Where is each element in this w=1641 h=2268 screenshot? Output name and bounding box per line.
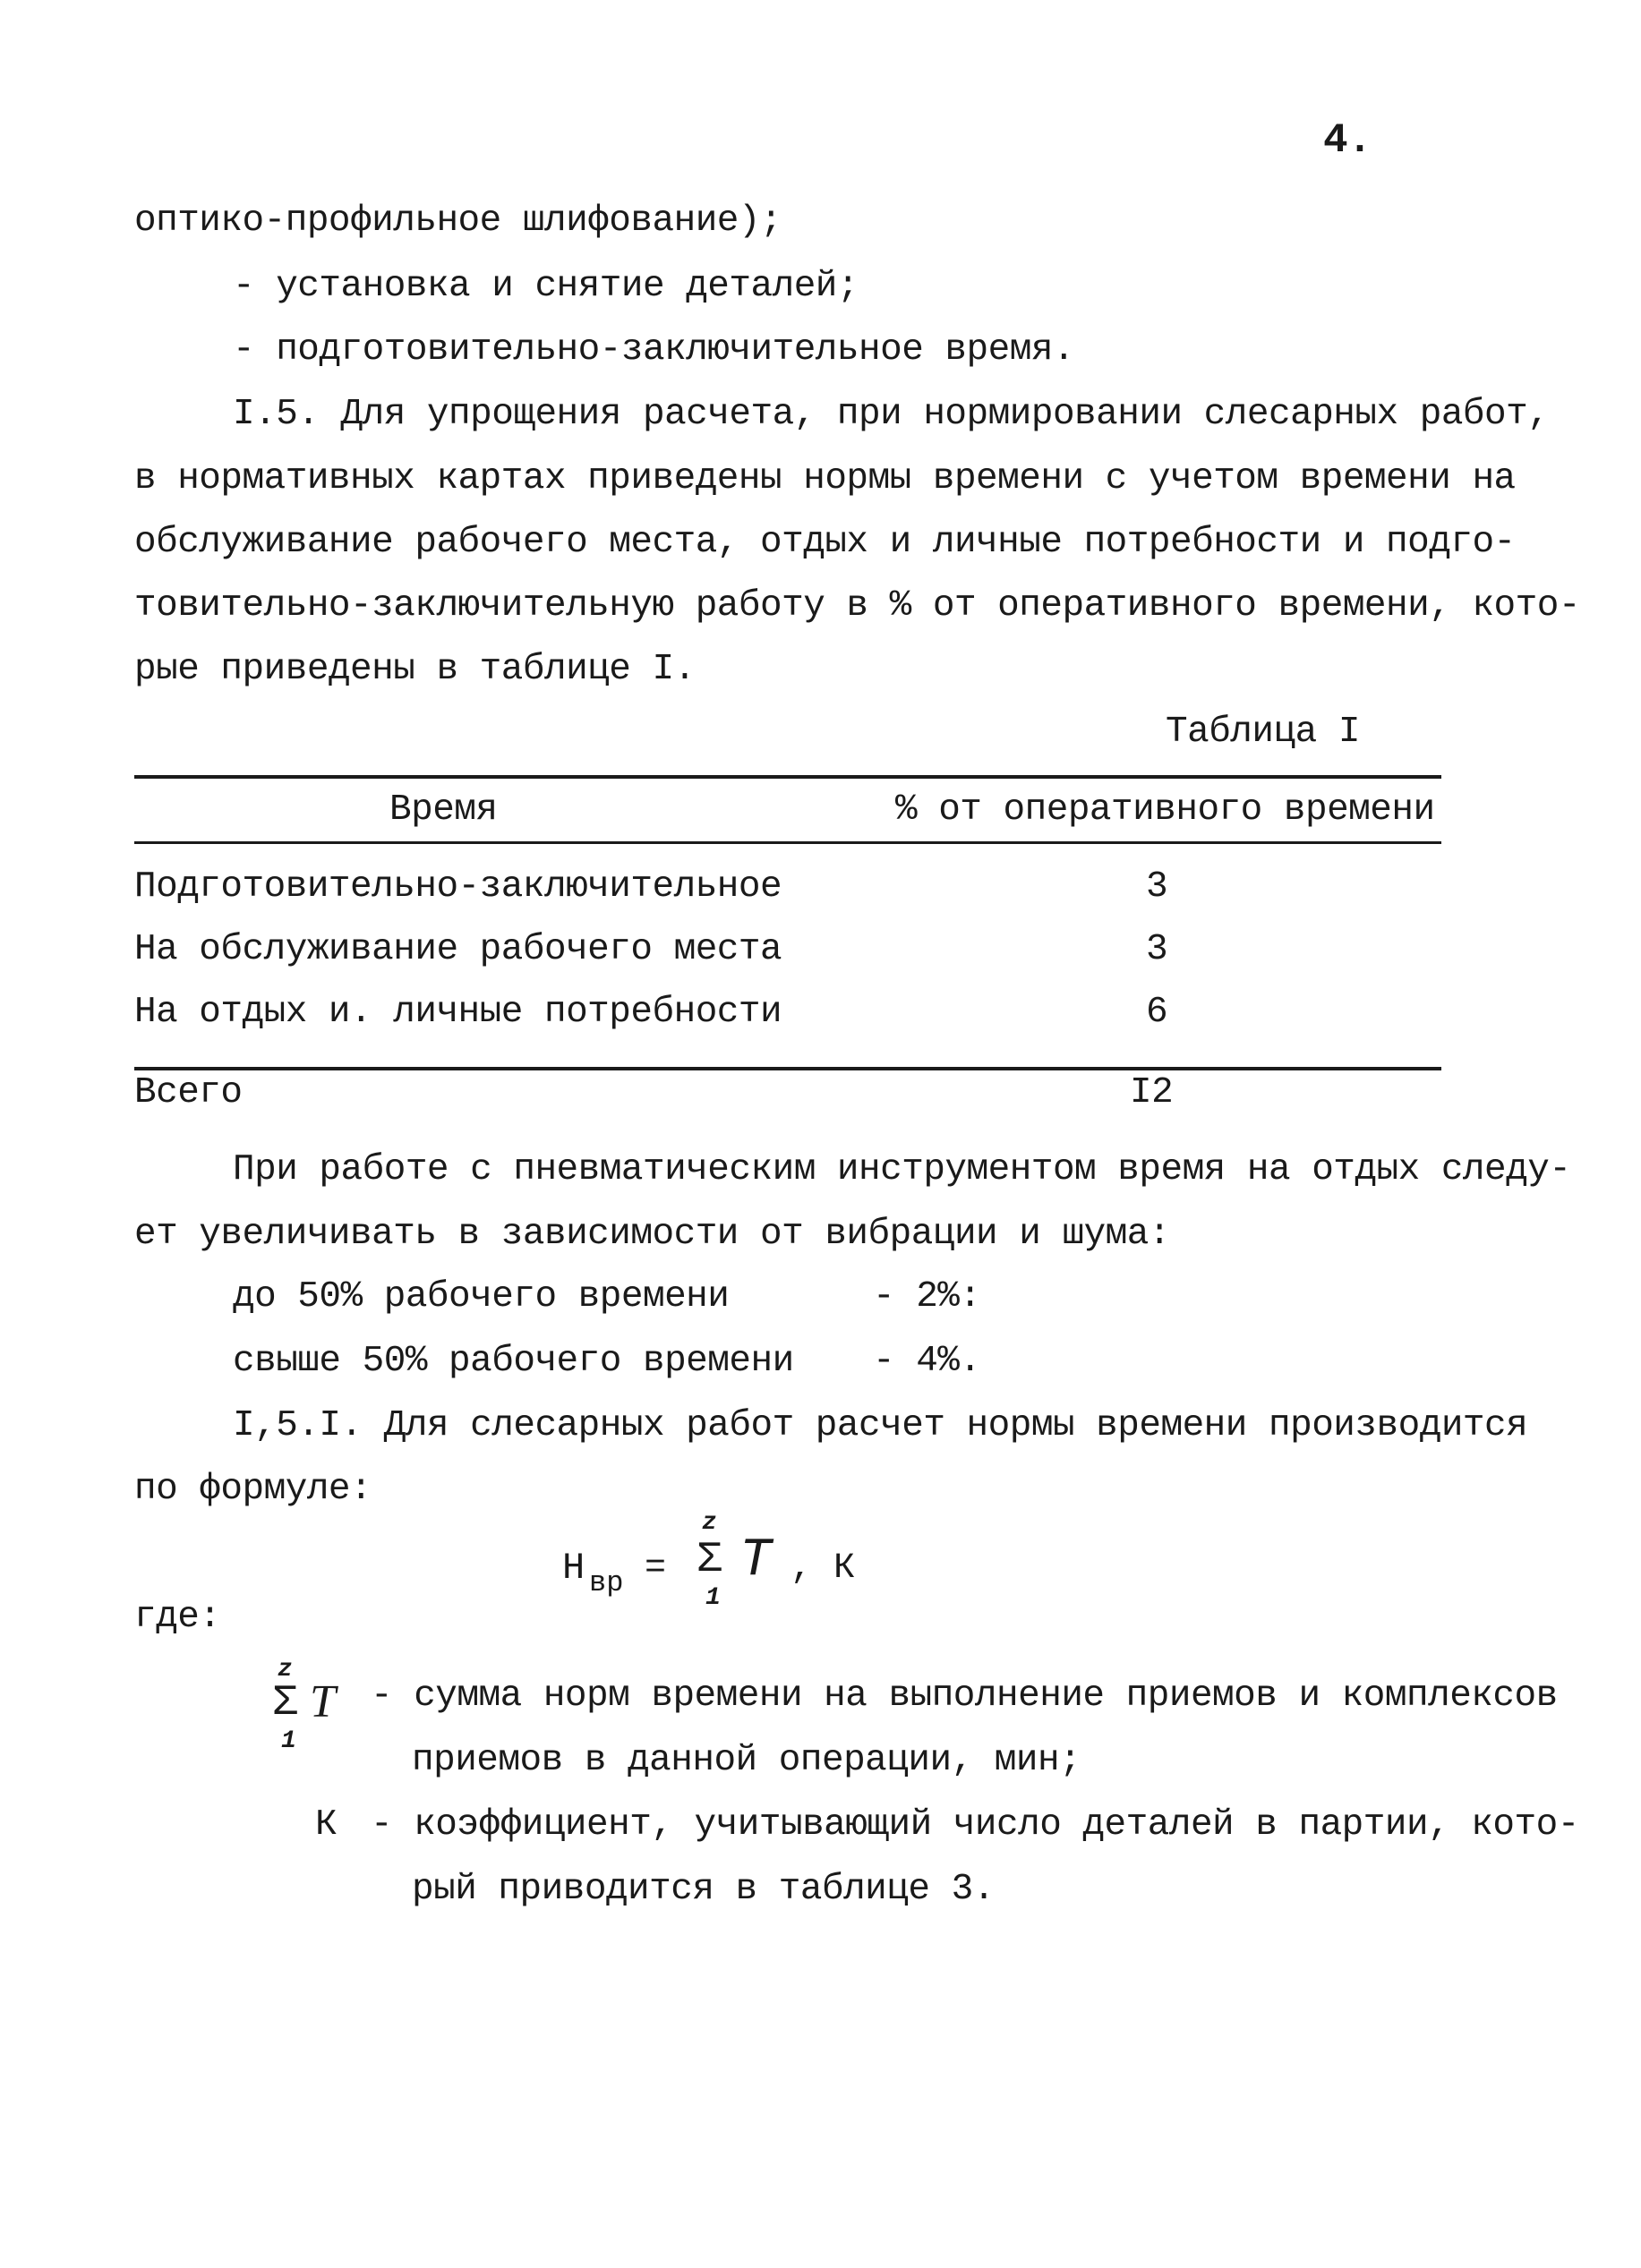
para-1-5-1-line-2: по формуле:	[134, 1469, 372, 1510]
def-sigma: Σ	[272, 1679, 298, 1727]
formula-lhs: Н	[562, 1547, 585, 1590]
definition-2-line-1: - коэффициент, учитывающий число деталей в партии, кото-	[371, 1804, 1579, 1846]
definition-1-line-2: приемов в данной операции, мин;	[412, 1740, 1081, 1781]
table-row-value-1: 3	[1146, 866, 1168, 908]
para-1-5-line-5: рые приведены в таблице I.	[134, 649, 696, 690]
definition-2-line-2: рый приводится в таблице 3.	[412, 1869, 995, 1910]
table-row-value-3: 6	[1146, 992, 1168, 1033]
table-row-value-2: 3	[1146, 929, 1168, 970]
para-1-5-line-3: обслуживание рабочего места, отдых и личные потребности и подго-	[134, 522, 1516, 563]
pneumatic-item-2-value: - 4%.	[873, 1341, 981, 1382]
def-upper-limit: z	[278, 1656, 293, 1684]
table-row-label-2: На обслуживание рабочего места	[134, 929, 782, 970]
where-label: где:	[134, 1597, 221, 1638]
definition-1-line-1: - сумма норм времени на выполнение приемов и комплексов	[371, 1675, 1558, 1717]
def-term: T	[310, 1676, 336, 1727]
def-lower-limit: 1	[281, 1727, 296, 1755]
formula-upper-limit: z	[702, 1509, 717, 1537]
formula-sigma: Σ	[697, 1536, 722, 1584]
para-1-5-line-2: в нормативных картах приведены нормы времени с учетом времени на	[134, 458, 1516, 499]
table-row-label-3: На отдых и. личные потребности	[134, 992, 782, 1033]
table-header-percent: % от оперативного времени	[895, 789, 1435, 831]
intro-line-2: - установка и снятие деталей;	[233, 266, 859, 307]
table-header-rule	[134, 841, 1441, 844]
para-1-5-1-line-1: I,5.I. Для слесарных работ расчет нормы времени производится	[233, 1405, 1528, 1446]
pneumatic-item-2-condition: свыше 50% рабочего времени	[233, 1341, 794, 1382]
table-top-rule	[134, 775, 1441, 779]
pneumatic-line-1: При работе с пневматическим инструментом время на отдых следу-	[233, 1149, 1571, 1190]
para-1-5-line-1: I.5. Для упрощения расчета, при нормировании слесарных работ,	[233, 394, 1550, 435]
table-row-label-1: Подготовительно-заключительное	[134, 866, 782, 908]
formula-lower-limit: 1	[705, 1584, 721, 1612]
table-bottom-rule	[134, 1067, 1441, 1070]
formula-tail: , К	[791, 1548, 856, 1589]
formula-term: T	[739, 1530, 773, 1591]
table-total-label: Всего	[134, 1072, 243, 1113]
table-total-value: I2	[1130, 1072, 1174, 1113]
intro-line-3: - подготовительно-заключительное время.	[233, 329, 1075, 371]
definition-2-symbol: К	[315, 1804, 338, 1846]
definition-1-symbol	[260, 1656, 358, 1772]
page-number: 4.	[1323, 117, 1372, 164]
para-1-5-line-4: товительно-заключительную работу в % от оперативного времени, кото-	[134, 585, 1580, 627]
pneumatic-item-1-value: - 2%:	[873, 1276, 981, 1317]
formula-lhs-subscript: вр	[589, 1566, 624, 1599]
norm-time-formula	[562, 1509, 885, 1625]
pneumatic-item-1-condition: до 50% рабочего времени	[233, 1276, 730, 1317]
pneumatic-line-2: ет увеличивать в зависимости от вибрации и шума:	[134, 1214, 1170, 1255]
intro-line-1: оптико-профильное шлифование);	[134, 200, 782, 242]
formula-equals: =	[645, 1548, 667, 1589]
table-caption: Таблица I	[1166, 712, 1360, 753]
table-header-time: Время	[389, 789, 498, 831]
